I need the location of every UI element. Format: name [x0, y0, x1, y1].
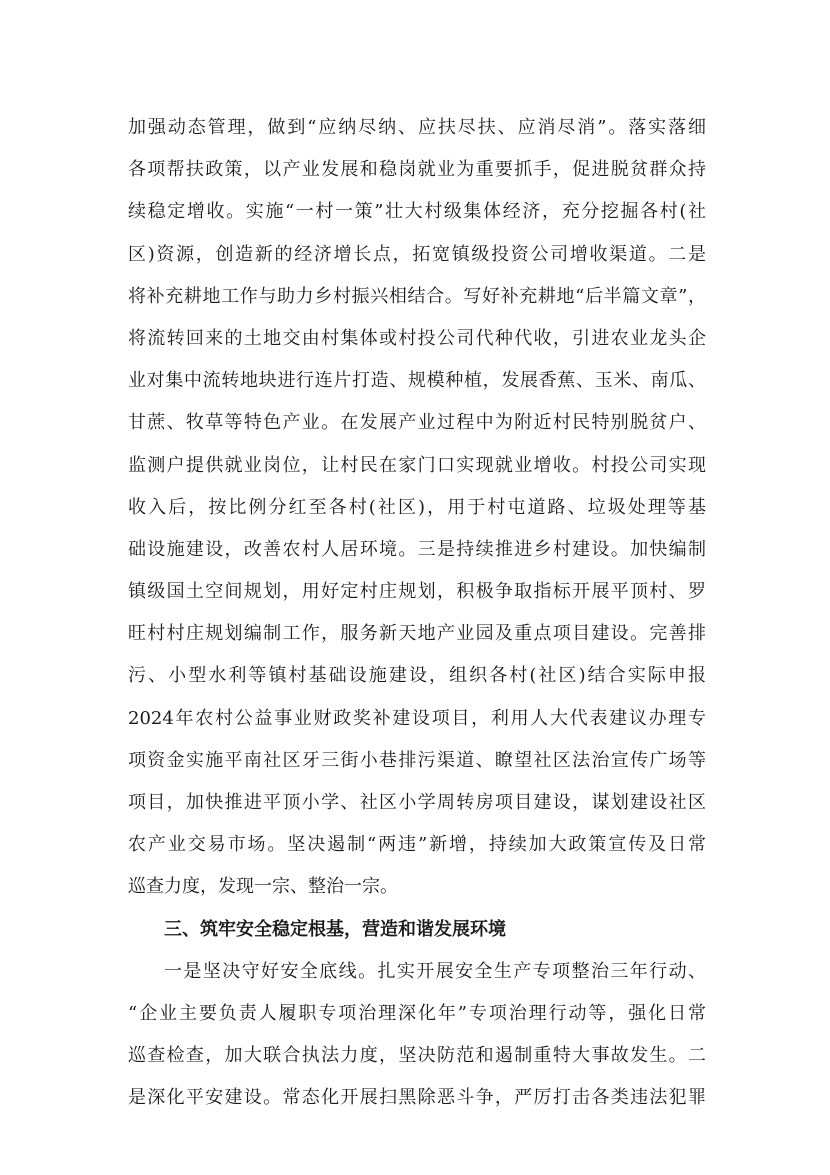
text-line: 项目，加快推进平顶小学、社区小学周转房项目建设，谋划建设社区	[128, 792, 706, 813]
document-body	[128, 107, 706, 1120]
text-line: 续稳定增收。实施“一村一策”壮大村级集体经济，充分挖掘各村(社	[128, 201, 706, 223]
text-line: 加强动态管理，做到“应纳尽纳、应扶尽扶、应消尽消”。落实落细	[128, 117, 706, 138]
text-line: 农产业交易市场。坚决遏制“两违”新增，持续加大政策宣传及日常	[128, 834, 706, 856]
text-line: 巡查检查，加大联合执法力度，坚决防范和遏制重特大事故发生。二	[128, 1045, 706, 1067]
text-line: “企业主要负责人履职专项治理深化年”专项治理行动等，强化日常	[128, 1002, 706, 1024]
text-line: 将流转回来的土地交由村集体或村投公司代种代收，引进农业龙头企	[128, 327, 706, 349]
text-line: 监测户提供就业岗位，让村民在家门口实现就业增收。村投公司实现	[128, 454, 706, 476]
text-line: 巡查力度，发现一宗、整治一宗。	[128, 876, 398, 898]
text-line: 区)资源，创造新的经济增长点，拓宽镇级投资公司增收渠道。二是	[128, 243, 706, 265]
text-line: 础设施建设，改善农村人居环境。三是持续推进乡村建设。加快编制	[128, 538, 706, 560]
text-line: 污、小型水利等镇村基础设施建设，组织各村(社区)结合实际申报	[128, 665, 706, 687]
text-line: 将补充耕地工作与助力乡村振兴相结合。写好补充耕地“后半篇文章”，	[128, 285, 706, 307]
text-line: 项资金实施平南社区牙三街小巷排污渠道、瞭望社区法治宣传广场等	[128, 749, 706, 771]
text-line: 业对集中流转地块进行连片打造、规模种植，发展香蕉、玉米、南瓜、	[128, 370, 706, 392]
text-line: 收入后，按比例分红至各村(社区)，用于村屯道路、垃圾处理等基	[128, 496, 706, 518]
text-line: 是深化平安建设。常态化开展扫黑除恶斗争，严厉打击各类违法犯罪	[128, 1087, 706, 1109]
text-line: 甘蔗、牧草等特色产业。在发展产业过程中为附近村民特别脱贫户、	[128, 412, 706, 434]
text-line: 一是坚决守好安全底线。扎实开展安全生产专项整治三年行动、	[164, 960, 706, 982]
text-line: 镇级国土空间规划，用好定村庄规划，积极争取指标开展平顶村、罗	[128, 581, 706, 603]
section-heading: 三、筑牢安全稳定根基，营造和谐发展环境	[164, 918, 506, 940]
text-line: 各项帮扶政策，以产业发展和稳岗就业为重要抓手，促进脱贫群众持	[128, 159, 706, 181]
text-line: 2024年农村公益事业财政奖补建设项目，利用人大代表建议办理专	[128, 707, 706, 729]
text-line: 旺村村庄规划编制工作，服务新天地产业园及重点项目建设。完善排	[128, 623, 706, 645]
